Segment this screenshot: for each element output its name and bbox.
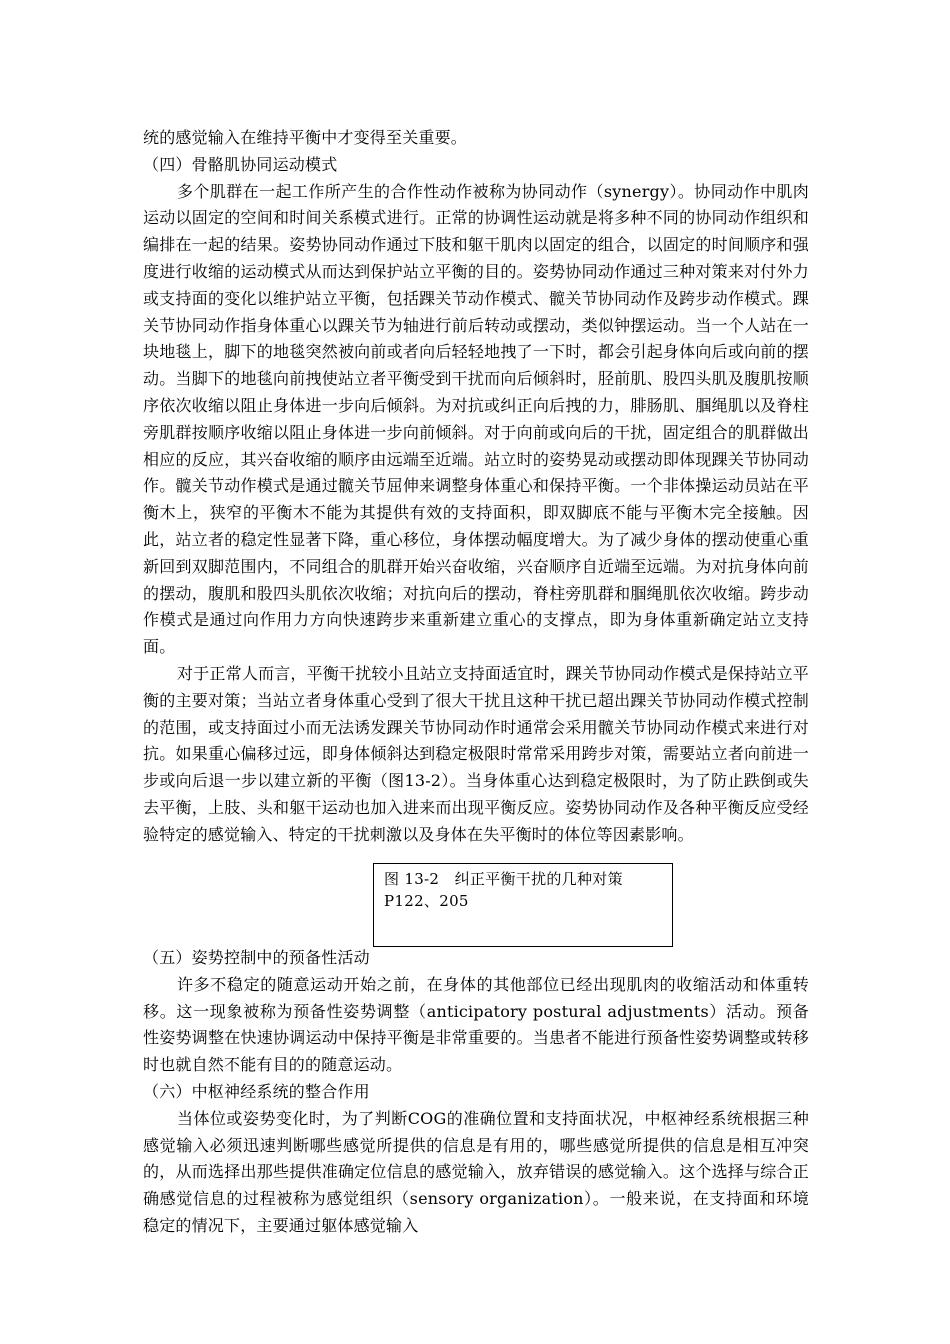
- section-heading-5: （五）姿势控制中的预备性活动: [143, 948, 370, 967]
- section5-paragraph: 许多不稳定的随意运动开始之前，在身体的其他部位已经出现肌肉的收缩活动和体重转移。这一现象被称为预备性姿势调整（anticipatory postural adjustments）活动。预备性姿势调整在快速协调运动中保持平衡是非常重要的。当患者不能进行预备性姿势调整或转移时也就自然不能有目的的随意运动。: [143, 974, 809, 1075]
- section-heading-4: （四）骨骼肌协同运动模式: [143, 154, 338, 174]
- continuation-line: 统的感觉输入在维持平衡中才变得至关重要。: [143, 128, 468, 147]
- figure-page-reference: P122、205: [384, 892, 469, 910]
- figure-placeholder-box: [373, 863, 673, 947]
- section4-paragraph-1: 多个肌群在一起工作所产生的合作性动作被称为协同动作（synergy）。协同动作中肌肉运动以固定的空间和时间关系模式进行。正常的协调性运动就是将多种不同的协同动作组织和编排在一起的结果。姿势协同动作通过下肢和躯干肌肉以固定的组合，以固定的时间顺序和强度进行收缩的运动模式从而达到保护站立平衡的目的。姿势协同动作通过三种对策来对付外力或支持面的变化以维护站立平衡，包括踝关节动作模式、髋关节协同动作及跨步动作模式。踝关节协同动作指身体重心以踝关节为轴进行前后转动或摆动，类似钟摆运动。当一个人站在一块地毯上，脚下的地毯突然被向前或者向后轻轻地拽了一下时，都会引起身体向后或向前的摆动。当脚下的地毯向前拽使站立者平衡受到干扰而向后倾斜时，胫前肌、股四头肌及腹肌按顺序依次收缩以阻止身体进一步向后倾斜。为对抗或纠正向后拽的力，腓肠肌、腘绳肌以及脊柱旁肌群按顺序收缩以阻止身体进一步向前倾斜。对于向前或向后的干扰，固定组合的肌群做出相应的反应，其兴奋收缩的顺序由远端至近端。站立时的姿势晃动或摆动即体现踝关节协同动作。髋关节动作模式是通过髋关节屈伸来调整身体重心和保持平衡。一个非体操运动员站在平衡木上，狭窄的平衡木不能为其提供有效的支持面积，即双脚底不能与平衡木完全接触。因此，站立者的稳定性显著下降，重心移位，身体摆动幅度增大。为了减少身体的摆动使重心重新回到双脚范围内，不同组合的肌群开始兴奋收缩，兴奋顺序自近端至远端。为对抗身体向前的摆动，腹肌和股四头肌依次收缩；对抗向后的摆动，脊柱旁肌群和腘绳肌依次收缩。跨步动作模式是通过向作用力方向快速跨步来重新建立重心的支撑点，即为身体重新确定站立支持面。: [143, 181, 809, 657]
- body-text-lower: [143, 945, 809, 1240]
- section4-paragraph-2: 对于正常人而言，平衡干扰较小且站立支持面适宜时，踝关节协同动作模式是保持站立平衡的主要对策；当站立者身体重心受到了很大干扰且这种干扰已超出踝关节协同动作模式控制的范围，或支持面过小而无法诱发踝关节协同动作时通常会采用髋关节协同动作模式来进行对抗。如果重心偏移过远，即身体倾斜达到稳定极限时常常采用跨步对策，需要站立者向前进一步或向后退一步以建立新的平衡（图13-2）。当身体重心达到稳定极限时，为了防止跌倒或失去平衡，上肢、头和躯干运动也加入进来而出现平衡反应。姿势协同动作及各种平衡反应受经验特定的感觉输入、特定的干扰刺激以及身体在失平衡时的体位等因素影响。: [143, 663, 809, 844]
- figure-caption: 图 13-2 纠正平衡干扰的几种对策: [384, 870, 623, 888]
- body-text-upper: [143, 125, 809, 849]
- section6-paragraph: 当体位或姿势变化时，为了判断COG的准确位置和支持面状况，中枢神经系统根据三种感觉输入必须迅速判断哪些感觉所提供的信息是有用的，哪些感觉所提供的信息是相互冲突的，从而选择出那些提供准确定位信息的感觉输入，放弃错误的感觉输入。这个选择与综合正确感觉信息的过程被称为感觉组织（sensory organization）。一般来说，在支持面和环境稳定的情况下，主要通过躯体感觉输入: [143, 1108, 809, 1235]
- section-heading-6: （六）中枢神经系统的整合作用: [143, 1081, 370, 1101]
